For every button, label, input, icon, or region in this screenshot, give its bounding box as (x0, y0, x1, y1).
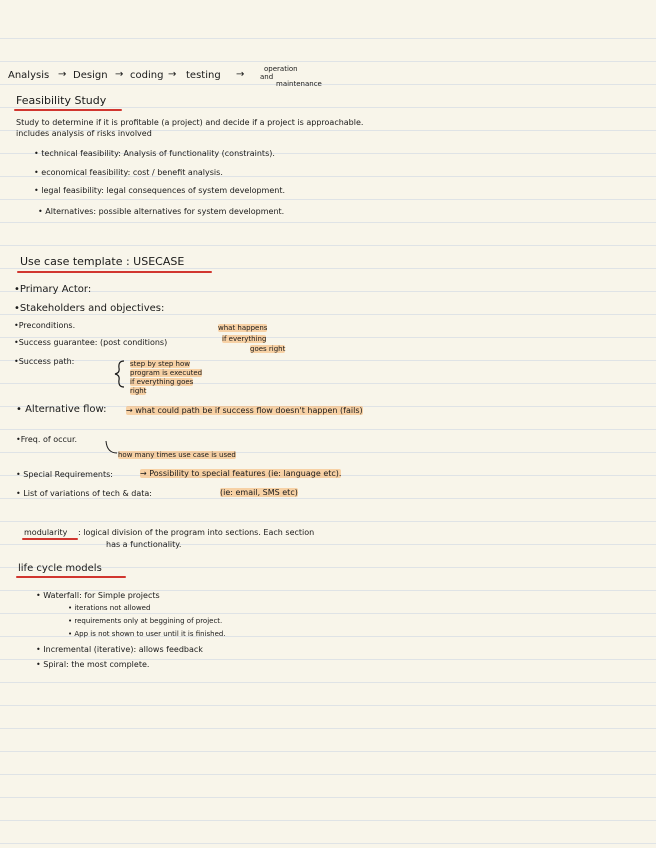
feasibility-item: • Alternatives: possible alternatives for system development. (38, 207, 285, 216)
waterfall-sub-item: • App is not shown to user until it is finished. (68, 630, 226, 638)
success-path: •Success path: (14, 357, 75, 366)
flow-step-and: and (260, 73, 274, 81)
title-underline (16, 576, 126, 578)
primary-actor: •Primary Actor: (14, 284, 92, 295)
feasibility-desc-1: Study to determine if it is profitable (a project) and decide if a project is approachable. (16, 118, 364, 127)
tech-data-variations: • List of variations of tech & data: (16, 489, 152, 498)
usecase-title: Use case template : USECASE (20, 255, 185, 268)
alternative-flow-note: → what could path be if success flow doesn't happen (fails) (126, 406, 363, 415)
modularity-line-2: has a functionality. (106, 540, 182, 549)
waterfall-model: • Waterfall: for Simple projects (36, 591, 160, 600)
modularity-line-1: : logical division of the program into sections. Each section (78, 528, 315, 537)
arrow-icon: → (168, 69, 177, 80)
flow-step-design: Design (73, 70, 108, 81)
frequency: •Freq. of occur. (16, 435, 78, 444)
preconditions: •Preconditions. (14, 321, 76, 330)
arrow-icon: → (58, 69, 67, 80)
success-guarantee-note: if everything (222, 335, 267, 343)
arrow-icon: → (236, 69, 245, 80)
success-path-note: program is executed (130, 369, 203, 377)
title-underline (17, 271, 212, 273)
flow-step-testing: testing (186, 70, 221, 81)
flow-step-coding: coding (130, 70, 164, 81)
flow-step-maintenance: maintenance (276, 80, 322, 88)
special-requirements-note: → Possibility to special features (ie: language etc). (140, 469, 342, 478)
title-underline (14, 109, 122, 111)
curved-arrow-icon (104, 440, 118, 456)
flow-step-operation: operation (264, 65, 298, 73)
success-guarantee-note: what happens (218, 324, 268, 332)
frequency-note: how many times use case is used (118, 451, 236, 459)
success-path-note: step by step how (130, 360, 190, 368)
term-underline (22, 538, 78, 540)
feasibility-title: Feasibility Study (16, 94, 107, 107)
feasibility-item: • economical feasibility: cost / benefit analysis. (34, 168, 223, 177)
flow-step-analysis: Analysis (8, 70, 50, 81)
waterfall-sub-item: • iterations not allowed (68, 604, 151, 612)
success-guarantee-note: goes right (250, 345, 286, 353)
feasibility-desc-2: includes analysis of risks involved (16, 129, 152, 138)
lifecycle-title: life cycle models (18, 563, 102, 574)
success-path-note: if everything goes (130, 378, 194, 386)
feasibility-item: • technical feasibility: Analysis of functionality (constraints). (34, 149, 275, 158)
success-guarantee: •Success guarantee: (post conditions) (14, 338, 168, 347)
modularity-term: modularity (24, 528, 68, 537)
special-requirements: • Special Requirements: (16, 470, 113, 479)
stakeholders: •Stakeholders and objectives: (14, 303, 165, 314)
spiral-model: • Spiral: the most complete. (36, 660, 150, 669)
brace-icon (114, 360, 128, 388)
tech-data-note: (ie: email, SMS etc) (220, 488, 298, 497)
arrow-icon: → (115, 69, 124, 80)
incremental-model: • Incremental (iterative): allows feedback (36, 645, 203, 654)
waterfall-sub-item: • requirements only at beggining of project. (68, 617, 223, 625)
success-path-note: right (130, 387, 147, 395)
alternative-flow: • Alternative flow: (16, 404, 107, 415)
feasibility-item: • legal feasibility: legal consequences of system development. (34, 186, 286, 195)
